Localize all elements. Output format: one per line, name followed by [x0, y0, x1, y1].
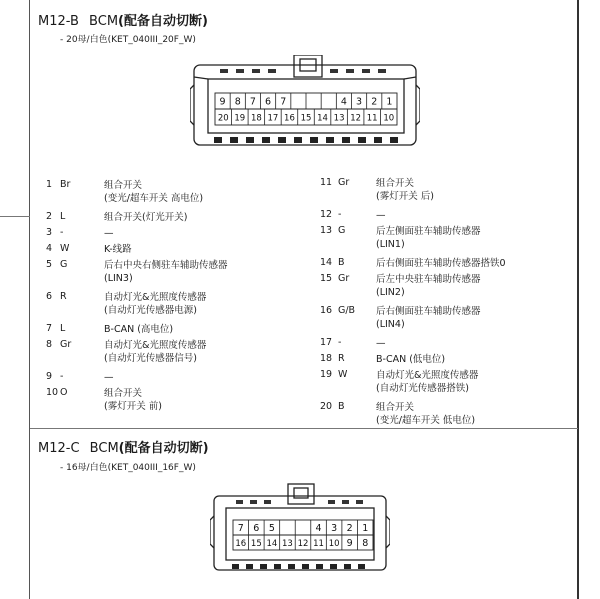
pin-description: —: [376, 210, 386, 221]
connector-b-bottom-pin-label: 18: [250, 113, 262, 124]
pin-description: K-线路: [104, 244, 132, 255]
pin-description: (LIN3): [104, 273, 133, 284]
right-border-line: [577, 0, 579, 599]
connector-c-top-pin-label: 2: [346, 523, 353, 534]
left-tick-line: [0, 216, 30, 217]
pin-wire-color: L: [60, 323, 66, 334]
pin-number: 19: [320, 369, 333, 380]
pin-number: 9: [46, 371, 53, 382]
pin-number: 10: [46, 387, 59, 398]
left-border-line: [29, 0, 30, 599]
pin-description: (变光/超车开关 高电位): [104, 193, 204, 204]
connector-c-top-pin-label: 5: [268, 523, 275, 534]
pin-wire-color: -: [60, 227, 64, 238]
connector-c-bottom-pin-label: 10: [328, 539, 340, 549]
section-c-title-name: (配备自动切断): [118, 441, 209, 456]
connector-b-top-pin-label: 8: [234, 96, 241, 108]
section-c-title-prefix: BCM: [89, 441, 119, 456]
connector-c-bottom-pin-label: 8: [362, 538, 369, 549]
connector-b-bottom-pin-label: 20: [217, 113, 229, 124]
pin-number: 8: [46, 339, 53, 350]
pin-wire-color: R: [338, 353, 345, 364]
section-b-title-name: (配备自动切断): [118, 14, 208, 29]
pin-number: 5: [46, 259, 53, 270]
pin-description: (自动灯光传感器信号): [104, 353, 197, 364]
pin-description: 自动灯光&光照度传感器: [376, 370, 479, 381]
connector-c-top-pin-label: 6: [253, 523, 260, 534]
connector-b-top-pin-label: 7: [280, 96, 287, 108]
pin-description: (变光/超车开关 低电位): [376, 415, 476, 426]
pin-description: 后右侧面驻车辅助传感器搭铁0: [376, 258, 506, 269]
connector-b-top-pin-label: 6: [265, 96, 272, 108]
connector-b-top-pin-label: 1: [386, 96, 393, 108]
pin-description: (雾灯开关 后): [376, 191, 434, 202]
connector-c-bottom-pin-label: 16: [235, 539, 247, 549]
connector-c-diagram: [210, 482, 390, 582]
connector-b-top-pin-label: 9: [219, 96, 226, 108]
connector-b-bottom-pin-label: 16: [284, 113, 295, 124]
pin-description: 组合开关: [376, 402, 415, 413]
pin-number: 17: [320, 337, 333, 348]
pin-number: 20: [320, 401, 333, 412]
connector-c-top-pin-label: 3: [331, 523, 338, 534]
pin-description: 组合开关: [376, 178, 415, 189]
connector-c-bottom-pin-label: 14: [266, 539, 278, 549]
pin-number: 6: [46, 291, 53, 302]
connector-b-top-pin-label: 7: [249, 96, 256, 108]
pin-wire-color: O: [60, 387, 68, 398]
pin-wire-color: B: [338, 401, 345, 412]
pin-wire-color: Gr: [60, 339, 72, 350]
pin-wire-color: -: [338, 337, 342, 348]
connector-b-top-pin-label: 4: [340, 96, 347, 108]
connector-b-bottom-pin-label: 10: [383, 113, 395, 124]
pin-wire-color: -: [60, 371, 64, 382]
pin-description: 组合开关: [104, 180, 143, 191]
pin-description: (自动灯光传感器搭铁): [376, 383, 469, 394]
pin-wire-color: -: [338, 209, 342, 220]
pin-number: 13: [320, 225, 333, 236]
connector-b-bottom-pin-label: 14: [317, 113, 328, 124]
pin-number: 15: [320, 273, 333, 284]
pin-number: 12: [320, 209, 333, 220]
pin-description: 自动灯光&光照度传感器: [104, 340, 207, 351]
pin-description: (自动灯光传感器电源): [104, 305, 197, 316]
connector-b-bottom-pin-label: 15: [300, 113, 312, 124]
connector-b-bottom-pin-label: 11: [366, 113, 378, 124]
pin-description: 自动灯光&光照度传感器: [104, 292, 207, 303]
connector-c-top-pin-label: 7: [237, 523, 244, 534]
pin-number: 1: [46, 179, 53, 190]
connector-c-bottom-pin-label: 13: [282, 539, 293, 549]
pin-description: 组合开关(灯光开关): [104, 212, 188, 223]
connector-c-bottom-pin-label: 9: [346, 538, 353, 549]
connector-c-top-pin-label: 1: [362, 523, 369, 534]
connector-b-top-pin-label: 3: [356, 96, 363, 108]
connector-b-bottom-pin-label: 12: [350, 113, 362, 124]
pin-description: —: [376, 338, 386, 349]
section-b-subtitle: - 20母/白色(KET_040III_20F_W): [60, 35, 196, 45]
pin-description: (LIN2): [376, 287, 405, 298]
pin-wire-color: G/B: [338, 305, 356, 316]
pin-number: 16: [320, 305, 333, 316]
pin-wire-color: L: [60, 211, 66, 222]
pin-wire-color: W: [60, 243, 70, 254]
pin-description: —: [104, 372, 114, 383]
pin-description: 后右中央右侧驻车辅助传感器: [104, 260, 228, 271]
pin-wire-color: G: [338, 225, 346, 236]
section-separator: [30, 428, 578, 429]
pin-number: 14: [320, 257, 333, 268]
pin-description: (LIN4): [376, 319, 405, 330]
connector-c-bottom-pin-label: 11: [313, 539, 324, 549]
pin-number: 7: [46, 323, 53, 334]
pin-wire-color: W: [338, 369, 348, 380]
pin-description: B-CAN (高电位): [104, 324, 174, 335]
pin-description: (雾灯开关 前): [104, 401, 162, 412]
connector-b-bottom-pin-label: 17: [267, 113, 279, 124]
pin-number: 2: [46, 211, 53, 222]
pin-description: —: [104, 228, 114, 239]
connector-c-top-pin-label: 4: [315, 523, 322, 534]
section-b-title-prefix: BCM: [89, 14, 119, 29]
pin-description: (LIN1): [376, 239, 405, 250]
connector-b-bottom-pin-label: 13: [333, 113, 345, 124]
pin-wire-color: B: [338, 257, 345, 268]
pin-description: 组合开关: [104, 388, 143, 399]
pin-number: 4: [46, 243, 53, 254]
pin-wire-color: Gr: [338, 273, 350, 284]
pin-description: 后右侧面驻车辅助传感器: [376, 306, 481, 317]
pin-description: 后左中央驻车辅助传感器: [376, 274, 481, 285]
connector-b-top-pin-label: 2: [371, 96, 378, 108]
pin-wire-color: Br: [60, 179, 71, 190]
pin-wire-color: Gr: [338, 177, 350, 188]
connector-c-bottom-pin-label: 12: [297, 539, 309, 549]
connector-b-diagram: [190, 55, 420, 160]
pin-number: 3: [46, 227, 53, 238]
pin-wire-color: G: [60, 259, 68, 270]
pin-wire-color: R: [60, 291, 67, 302]
connector-b-bottom-pin-label: 19: [234, 113, 246, 124]
section-c-title: [38, 437, 209, 456]
pin-number: 18: [320, 353, 333, 364]
section-c-code: M12-C: [38, 441, 80, 456]
pin-number: 11: [320, 177, 333, 188]
pin-description: 后左侧面驻车辅助传感器: [376, 226, 481, 237]
section-c-subtitle: - 16母/白色(KET_040III_16F_W): [60, 463, 196, 473]
pin-description: B-CAN (低电位): [376, 354, 446, 365]
section-b-title: [38, 10, 208, 29]
connector-c-bottom-pin-label: 15: [250, 539, 262, 549]
section-b-code: M12-B: [38, 14, 79, 29]
